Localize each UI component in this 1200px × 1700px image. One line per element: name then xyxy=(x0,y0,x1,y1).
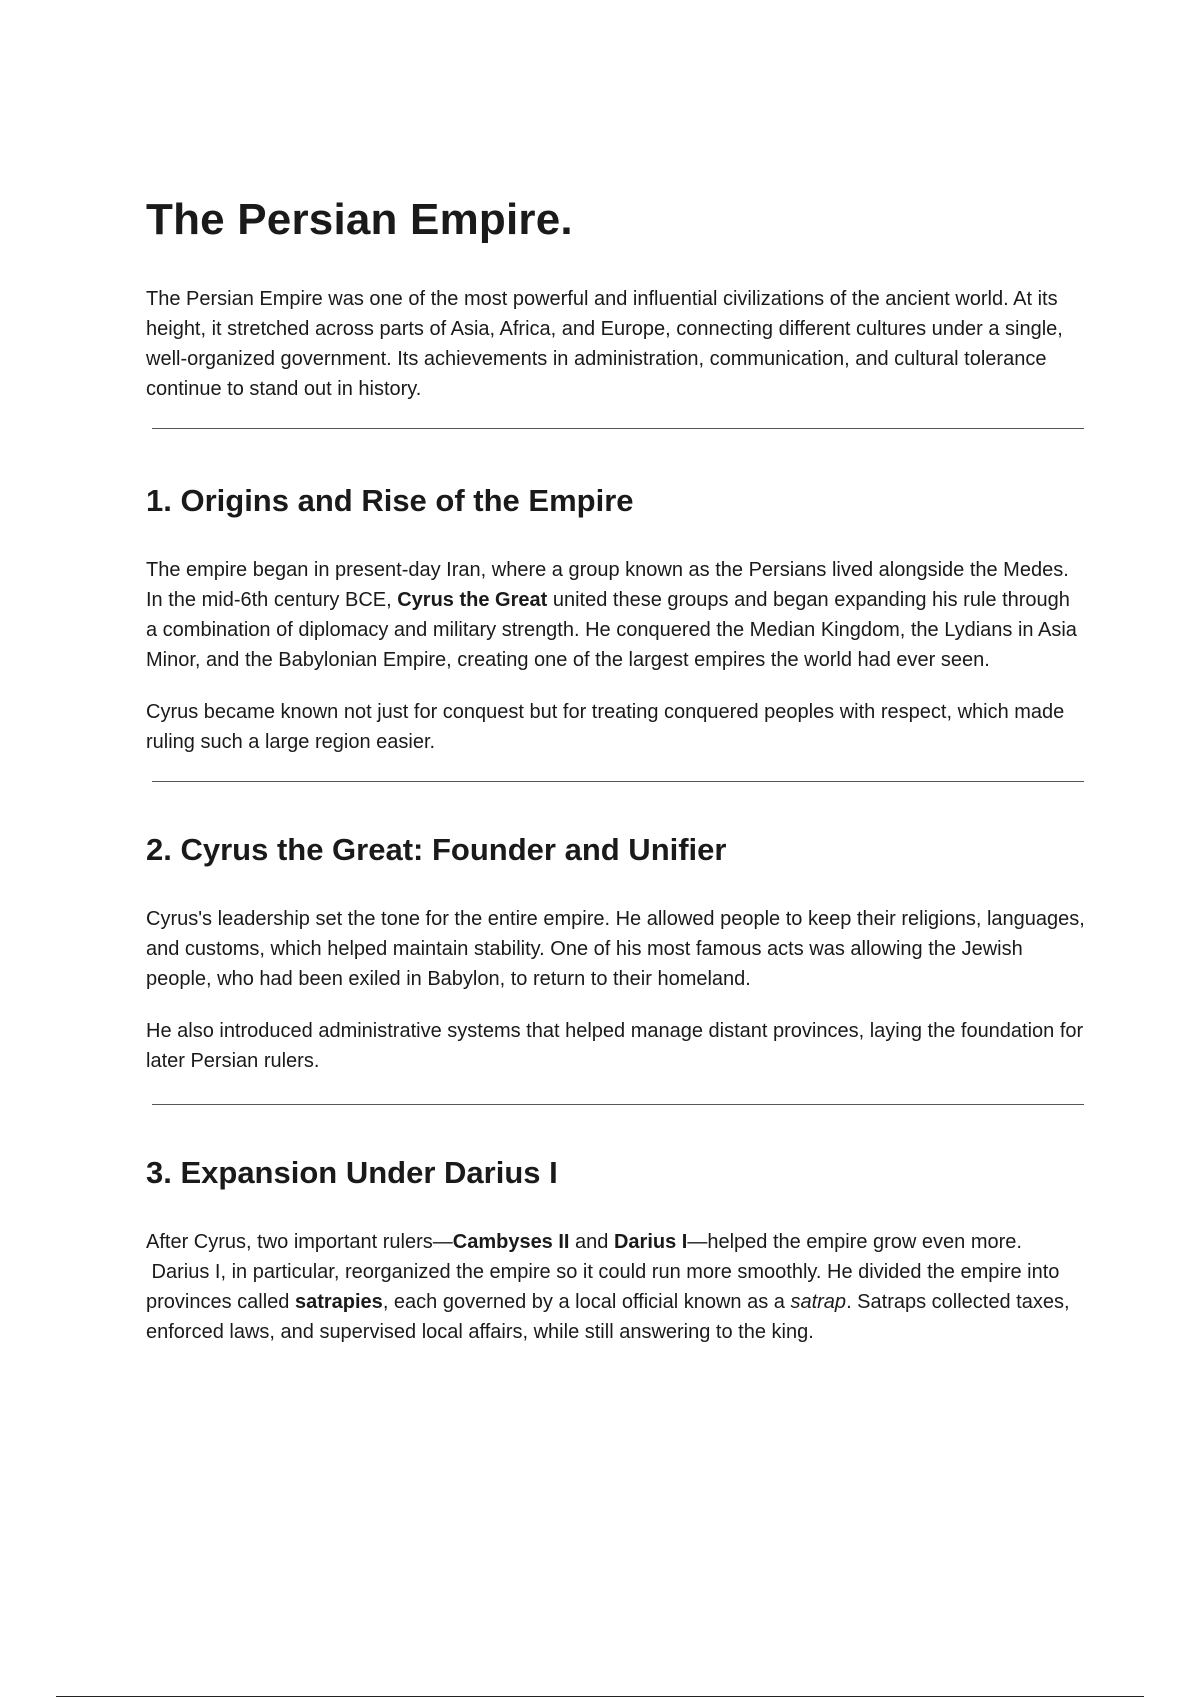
text-span: Darius I, in particular, reorganized the empire so it could run more smoothly. He divided the empire into provinces called xyxy=(146,1261,1060,1313)
section-cyrus xyxy=(146,830,1086,1076)
section-heading-darius: 3. Expansion Under Darius I xyxy=(146,1155,558,1190)
text-span: united these groups and began expanding his rule through a combination of diplomacy and military strength. He conquered the Median Kingdom, the Lydians in Asia Minor, and the Babylonian Empire, creating one of the largest empires the world had ever seen. xyxy=(146,589,1077,671)
bold-term-cambyses: Cambyses II xyxy=(452,1231,570,1253)
origins-paragraph-2: Cyrus became known not just for conquest but for treating conquered peoples with respect, which made ruling such a large region easier. xyxy=(146,701,1065,753)
section-divider xyxy=(152,428,1084,429)
section-darius xyxy=(146,1153,1086,1347)
section-divider xyxy=(152,781,1084,782)
text-span: and xyxy=(569,1231,614,1253)
text-span: —helped the empire grow even more. xyxy=(687,1231,1022,1253)
section-heading-origins: 1. Origins and Rise of the Empire xyxy=(146,483,634,518)
page-bottom-rule xyxy=(56,1696,1144,1697)
intro-paragraph: The Persian Empire was one of the most powerful and influential civilizations of the ancient world. At its height, it stretched across parts of Asia, Africa, and Europe, connecting different cultures under a single, well-organized government. Its achievements in administration, communication, and cultural tolerance continue to stand out in history. xyxy=(146,288,1063,400)
bold-term-satrapies: satrapies xyxy=(294,1291,383,1313)
bold-term-cyrus: Cyrus the Great xyxy=(397,589,548,611)
section-heading-cyrus: 2. Cyrus the Great: Founder and Unifier xyxy=(146,832,727,867)
text-span: . Satraps collected taxes, enforced laws, and supervised local affairs, while still answering to the king. xyxy=(146,1291,1070,1343)
cyrus-paragraph-2: He also introduced administrative systems that helped manage distant provinces, laying the foundation for later Persian rulers. xyxy=(146,1020,1084,1072)
section-divider xyxy=(152,1104,1084,1105)
bold-term-darius: Darius I xyxy=(613,1231,688,1253)
text-span: The empire began in present-day Iran, where a group known as the Persians lived alongside the Medes. In the mid-6th century BCE, xyxy=(146,559,1069,611)
document-body xyxy=(146,192,1086,1369)
cyrus-paragraph-1: Cyrus's leadership set the tone for the entire empire. He allowed people to keep their religions, languages, and customs, which helped maintain stability. One of his most famous acts was allowing the Jewish people, who had been exiled in Babylon, to return to their homeland. xyxy=(146,908,1085,990)
section-origins xyxy=(146,481,1086,757)
italic-term-satrap: satrap xyxy=(790,1291,847,1313)
origins-paragraph-1 xyxy=(146,555,1086,675)
text-span: After Cyrus, two important rulers— xyxy=(146,1231,453,1253)
page-title: The Persian Empire. xyxy=(146,195,573,244)
text-span: , each governed by a local official known as a xyxy=(382,1291,791,1313)
darius-paragraph xyxy=(146,1227,1086,1347)
